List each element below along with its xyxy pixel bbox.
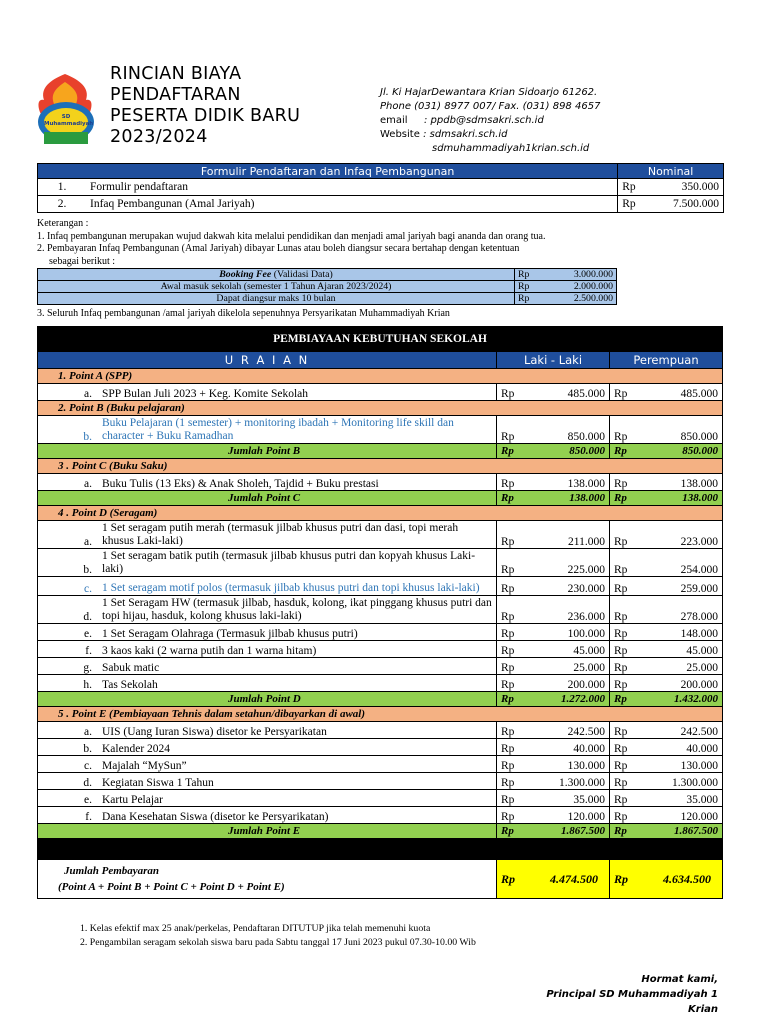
currency-label: Rp — [610, 739, 653, 756]
table-row — [38, 739, 723, 756]
male-amount: 225.000 — [539, 549, 610, 577]
female-amount: 45.000 — [652, 641, 723, 658]
subtotal-label: Jumlah Point E — [38, 824, 497, 839]
currency-label: Rp — [618, 179, 657, 196]
item-letter: g. — [38, 658, 99, 675]
title-line-4: 2023/2024 — [110, 127, 208, 147]
note-item: sebagai berikut : — [49, 255, 116, 267]
row-label: Formulir pendaftaran — [86, 179, 618, 196]
row-number: 1. — [38, 179, 87, 196]
signature-greeting: Hormat kami, — [641, 974, 718, 985]
male-amount: 45.000 — [539, 641, 610, 658]
currency-label: Rp — [610, 474, 653, 491]
total-label-line-2: (Point A + Point B + Point C + Point D + Point E) — [58, 881, 285, 893]
currency-label: Rp — [610, 577, 653, 596]
email: : ppdb@sdmsakri.sch.id — [424, 115, 544, 126]
currency-label: Rp — [497, 521, 540, 549]
female-amount: 200.000 — [652, 675, 723, 692]
subtotal-label: Jumlah Point B — [38, 444, 497, 459]
table-row — [38, 179, 724, 196]
row-amount: 350.000 — [656, 179, 723, 196]
title-line-3: PESERTA DIDIK BARU — [110, 106, 301, 126]
subtotal-label: Jumlah Point C — [38, 491, 497, 506]
footer-note: 1. Kelas efektif max 25 anak/perkelas, Pendaftaran DITUTUP jika telah memenuhi kuota — [80, 923, 431, 934]
row-amount: 7.500.000 — [656, 196, 723, 213]
installment-table — [37, 268, 617, 305]
item-letter: e. — [38, 624, 99, 641]
total-row — [38, 860, 723, 899]
female-amount: 138.000 — [652, 474, 723, 491]
currency-label: Rp — [497, 675, 540, 692]
male-amount: 236.000 — [539, 596, 610, 624]
subtotal-row — [38, 444, 723, 459]
currency-label: Rp — [497, 549, 540, 577]
item-letter: b. — [38, 739, 99, 756]
table-row — [38, 658, 723, 675]
table-row — [38, 675, 723, 692]
table-row — [38, 722, 723, 739]
male-amount: 138.000 — [539, 474, 610, 491]
item-description: 1 Set seragam motif polos (termasuk jilbab khusus putri dan topi khusus laki-laki) — [98, 577, 497, 596]
row-label: Infaq Pembangunan (Amal Jariyah) — [86, 196, 618, 213]
item-description: Dana Kesehatan Siswa (disetor ke Persyarikatan) — [98, 807, 497, 824]
website-1: : sdmsakri.sch.id — [423, 129, 508, 140]
female-subtotal: 1.432.000 — [652, 692, 723, 707]
item-letter: e. — [38, 790, 99, 807]
item-description: SPP Bulan Juli 2023 + Keg. Komite Sekolah — [98, 384, 497, 401]
male-amount: 230.000 — [539, 577, 610, 596]
table-row — [38, 756, 723, 773]
currency-label: Rp — [610, 756, 653, 773]
currency-label: Rp — [610, 596, 653, 624]
table-row — [38, 641, 723, 658]
currency-label: Rp — [610, 624, 653, 641]
currency-label: Rp — [497, 692, 540, 707]
booking-fee-label: Booking Fee — [219, 269, 272, 280]
title-line-1: RINCIAN BIAYA — [110, 64, 242, 84]
section-header — [38, 506, 723, 521]
item-description: Tas Sekolah — [98, 675, 497, 692]
uraian-header: U R A I A N — [38, 352, 497, 369]
currency-label: Rp — [497, 790, 540, 807]
currency-label: Rp — [497, 577, 540, 596]
male-amount: 1.300.000 — [539, 773, 610, 790]
item-description: 1 Set Seragam HW (termasuk jilbab, hasduk, kolong, ikat pinggang khusus putri dan topi hijau, hasduk, kolong khusus laki-laki) — [98, 596, 497, 624]
currency-label: Rp — [610, 658, 653, 675]
table-row — [38, 577, 723, 596]
section-title: 4 . Point D (Seragam) — [38, 506, 723, 521]
table-row — [38, 549, 723, 577]
female-amount: 278.000 — [652, 596, 723, 624]
table-row — [38, 521, 723, 549]
currency-label: Rp — [610, 807, 653, 824]
currency-label: Rp — [610, 549, 653, 577]
currency-label: Rp — [610, 444, 653, 459]
table-row — [38, 790, 723, 807]
currency-label: Rp — [610, 824, 653, 839]
item-letter: h. — [38, 675, 99, 692]
item-letter: a. — [38, 384, 99, 401]
currency-label: Rp — [497, 474, 540, 491]
section-header — [38, 707, 723, 722]
currency-label: Rp — [515, 281, 544, 293]
female-amount: 130.000 — [652, 756, 723, 773]
male-amount: 40.000 — [539, 739, 610, 756]
item-description: 3 kaos kaki (2 warna putih dan 1 warna hitam) — [98, 641, 497, 658]
currency-label: Rp — [497, 722, 540, 739]
row-label: Dapat diangsur maks 10 bulan — [38, 293, 515, 305]
item-letter: a. — [38, 722, 99, 739]
row-amount: 3.000.000 — [543, 269, 617, 281]
male-subtotal: 1.867.500 — [539, 824, 610, 839]
table-row — [38, 624, 723, 641]
item-description: 1 Set seragam batik putih (termasuk jilbab khusus putri dan kopyah khusus Laki-laki) — [98, 549, 497, 577]
table-row — [38, 269, 617, 281]
logo-text: SD Muhammadiyah — [44, 114, 94, 127]
item-description: Kartu Pelajar — [98, 790, 497, 807]
currency-label: Rp — [618, 196, 657, 213]
female-amount: 40.000 — [652, 739, 723, 756]
female-amount: 25.000 — [652, 658, 723, 675]
currency-label: Rp — [515, 269, 544, 281]
section-title: 2. Point B (Buku pelajaran) — [38, 401, 723, 416]
currency-label: Rp — [497, 416, 540, 444]
currency-label: Rp — [610, 521, 653, 549]
separator-row — [38, 839, 723, 860]
currency-label: Rp — [497, 773, 540, 790]
currency-label: Rp — [610, 722, 653, 739]
item-description: UIS (Uang Iuran Siswa) disetor ke Persyarikatan — [98, 722, 497, 739]
male-subtotal: 850.000 — [539, 444, 610, 459]
item-description: Majalah “MySun” — [98, 756, 497, 773]
female-amount: 850.000 — [652, 416, 723, 444]
subtotal-label: Jumlah Point D — [38, 692, 497, 707]
male-total: 4.474.500 — [539, 860, 610, 899]
currency-label: Rp — [497, 384, 540, 401]
female-amount: 485.000 — [652, 384, 723, 401]
row-amount: 2.000.000 — [543, 281, 617, 293]
male-amount: 120.000 — [539, 807, 610, 824]
currency-label: Rp — [497, 596, 540, 624]
female-amount: 148.000 — [652, 624, 723, 641]
school-costs-table — [37, 326, 723, 899]
section-title: 5 . Point E (Pembiayaan Tehnis dalam setahun/dibayarkan di awal) — [38, 707, 723, 722]
male-amount: 850.000 — [539, 416, 610, 444]
male-amount: 242.500 — [539, 722, 610, 739]
title-line-2: PENDAFTARAN — [110, 85, 241, 105]
female-amount: 35.000 — [652, 790, 723, 807]
currency-label: Rp — [610, 692, 653, 707]
item-letter: c. — [38, 577, 99, 596]
notes-title: Keterangan : — [37, 218, 89, 229]
form-table-header: Formulir Pendaftaran dan Infaq Pembangunan — [38, 164, 618, 179]
table-row — [38, 384, 723, 401]
currency-label: Rp — [610, 641, 653, 658]
subtotal-row — [38, 491, 723, 506]
male-amount: 211.000 — [539, 521, 610, 549]
row-label: (Validasi Data) — [271, 269, 333, 280]
section-header — [38, 459, 723, 474]
note-item: 1. Infaq pembangunan merupakan wujud dakwah kita melalui pendidikan dan menjadi amal jariyah bagi ananda dan orang tua. — [37, 230, 546, 242]
notes-block — [37, 218, 545, 268]
item-letter: d. — [38, 773, 99, 790]
currency-label: Rp — [497, 641, 540, 658]
section-title: 1. Point A (SPP) — [38, 369, 723, 384]
table-row — [38, 773, 723, 790]
male-amount: 130.000 — [539, 756, 610, 773]
subtotal-row — [38, 824, 723, 839]
item-description: Buku Tulis (13 Eks) & Anak Sholeh, Tajdid + Buku prestasi — [98, 474, 497, 491]
item-letter: c. — [38, 756, 99, 773]
currency-label: Rp — [497, 739, 540, 756]
currency-label: Rp — [610, 416, 653, 444]
currency-label: Rp — [497, 860, 540, 899]
currency-label: Rp — [497, 444, 540, 459]
website-2: sdmuhammadiyah1krian.sch.id — [432, 143, 590, 154]
footer-notes — [80, 922, 476, 950]
table-row — [38, 416, 723, 444]
email-label: email — [380, 115, 408, 126]
address: Jl. Ki HajarDewantara Krian Sidoarjo 61262. — [380, 87, 598, 98]
table-row — [38, 196, 724, 213]
currency-label: Rp — [610, 491, 653, 506]
currency-label: Rp — [610, 790, 653, 807]
item-letter: b. — [38, 549, 99, 577]
section-header — [38, 369, 723, 384]
item-letter: b. — [38, 416, 99, 444]
item-letter: f. — [38, 807, 99, 824]
table-row — [38, 596, 723, 624]
total-label-line-1: Jumlah Pembayaran — [64, 865, 160, 877]
signature-block — [530, 972, 718, 1017]
school-logo — [30, 70, 100, 148]
item-letter: f. — [38, 641, 99, 658]
address-block — [380, 86, 600, 156]
female-amount: 1.300.000 — [652, 773, 723, 790]
male-subtotal: 1.272.000 — [539, 692, 610, 707]
currency-label: Rp — [610, 675, 653, 692]
section-header — [38, 401, 723, 416]
female-amount: 223.000 — [652, 521, 723, 549]
section-title: 3 . Point C (Buku Saku) — [38, 459, 723, 474]
item-description: Sabuk matic — [98, 658, 497, 675]
currency-label: Rp — [497, 824, 540, 839]
item-letter: a. — [38, 521, 99, 549]
female-subtotal: 138.000 — [652, 491, 723, 506]
document-title — [110, 64, 300, 148]
row-number: 2. — [38, 196, 87, 213]
female-header: Perempuan — [610, 352, 723, 369]
currency-label: Rp — [610, 773, 653, 790]
currency-label: Rp — [610, 860, 653, 899]
currency-label: Rp — [515, 293, 544, 305]
website-label: Website — [380, 129, 420, 140]
male-subtotal: 138.000 — [539, 491, 610, 506]
female-total: 4.634.500 — [652, 860, 723, 899]
currency-label: Rp — [497, 658, 540, 675]
female-amount: 254.000 — [652, 549, 723, 577]
female-amount: 259.000 — [652, 577, 723, 596]
signature-title: Principal SD Muhammadiyah 1 Krian — [546, 989, 718, 1015]
row-amount: 2.500.000 — [543, 293, 617, 305]
item-letter: d. — [38, 596, 99, 624]
table-row — [38, 474, 723, 491]
subtotal-row — [38, 692, 723, 707]
separator-cell — [38, 839, 723, 860]
currency-label: Rp — [497, 624, 540, 641]
female-amount: 120.000 — [652, 807, 723, 824]
male-amount: 200.000 — [539, 675, 610, 692]
note-item: 2. Pembayaran Infaq Pembangunan (Amal Jariyah) dibayar Lunas atau boleh diangsur secara bertahap dengan ketentuan — [37, 243, 520, 254]
table-row — [38, 281, 617, 293]
main-table-title: PEMBIAYAAN KEBUTUHAN SEKOLAH — [38, 327, 723, 352]
table-row — [38, 293, 617, 305]
currency-label: Rp — [497, 807, 540, 824]
table-row — [38, 807, 723, 824]
row-label: Awal masuk sekolah (semester 1 Tahun Ajaran 2023/2024) — [38, 281, 515, 293]
footer-note: 2. Pengambilan seragam sekolah siswa baru pada Sabtu tanggal 17 Juni 2023 pukul 07.30-10.00 Wib — [80, 937, 476, 948]
total-label — [38, 860, 497, 899]
item-description: Kalender 2024 — [98, 739, 497, 756]
currency-label: Rp — [497, 756, 540, 773]
male-amount: 100.000 — [539, 624, 610, 641]
nominal-header: Nominal — [618, 164, 724, 179]
female-subtotal: 1.867.500 — [652, 824, 723, 839]
item-description: 1 Set seragam putih merah (termasuk jilbab khusus putri dan dasi, topi merah khusus Laki-laki) — [98, 521, 497, 549]
note-item-3: 3. Seluruh Infaq pembangunan /amal jariyah dikelola sepenuhnya Persyarikatan Muhammadiyah Krian — [37, 308, 450, 319]
item-description: 1 Set Seragam Olahraga (Termasuk jilbab khusus putri) — [98, 624, 497, 641]
male-amount: 35.000 — [539, 790, 610, 807]
form-fee-table — [37, 163, 724, 213]
item-letter: a. — [38, 474, 99, 491]
female-amount: 242.500 — [652, 722, 723, 739]
male-header: Laki - Laki — [497, 352, 610, 369]
item-description: Kegiatan Siswa 1 Tahun — [98, 773, 497, 790]
currency-label: Rp — [610, 384, 653, 401]
phone: Phone (031) 8977 007/ Fax. (031) 898 4657 — [380, 101, 601, 112]
male-amount: 25.000 — [539, 658, 610, 675]
item-description: Buku Pelajaran (1 semester) + monitoring ibadah + Monitoring life skill dan character + Buku Ramadhan — [98, 416, 497, 444]
currency-label: Rp — [497, 491, 540, 506]
male-amount: 485.000 — [539, 384, 610, 401]
female-subtotal: 850.000 — [652, 444, 723, 459]
